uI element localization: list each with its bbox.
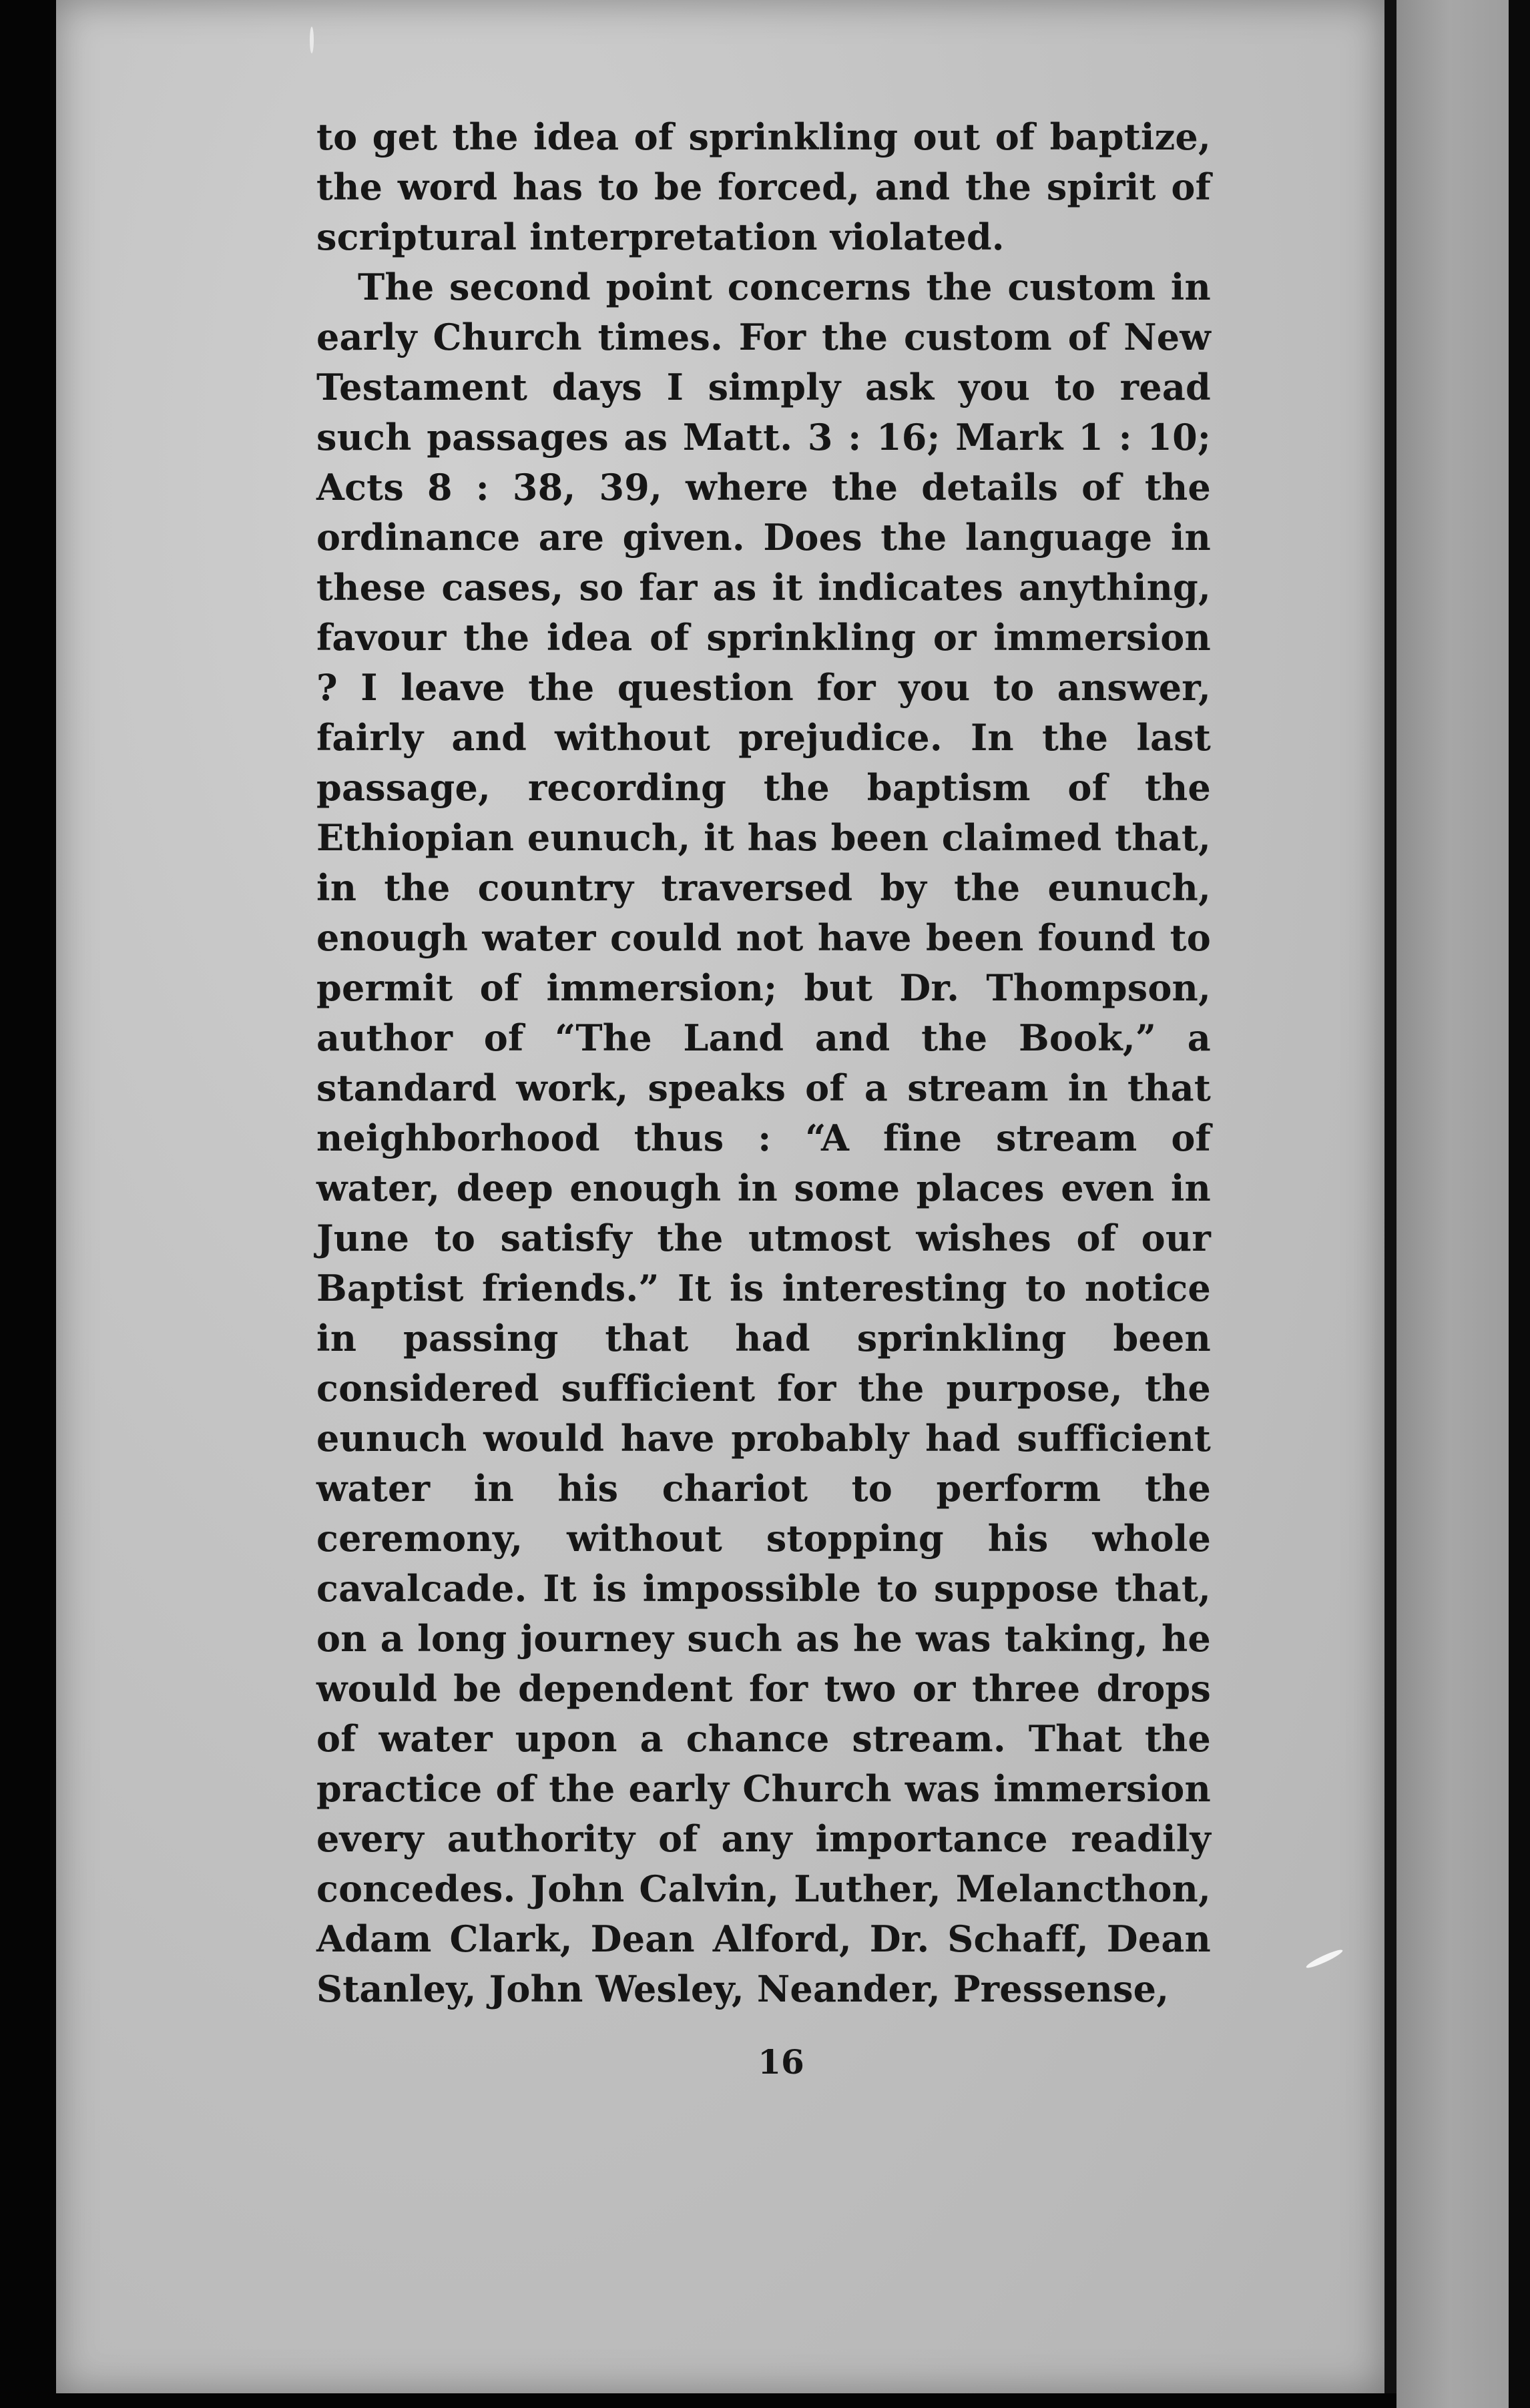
paper-speck: [1305, 1947, 1344, 1970]
paragraph: The second point concerns the custom in early Church times. For the custom of New Testament days I simply ask you to read such passages as Matt. 3 : 16; Mark 1 : 10; Acts 8 : 38, 39, where the details of the ordinance are given. Does the language in these cases, so far as it indicates anything, favour the idea of sprinkling or immersion ? I leave the question for you to answer, fairly and without prejudice. In the last passage, recording the baptism of the Ethiopian eunuch, it has been claimed that, in the country traversed by the eunuch, enough water could not have been found to permit of immersion; but Dr. Thompson, author of “The Land and the Book,” a standard work, speaks of a stream in that neighborhood thus : “A fine stream of water, deep enough in some places even in June to satisfy the utmost wishes of our Baptist friends.” It is interesting to notice in passing that had sprinkling been considered sufficient for the purpose, the eunuch would have probably had sufficient water in his chariot to perform the ceremony, without stopping his whole cavalcade. It is impossible to suppose that, on a long journey such as he was taking, he would be dependent for two or three drops of water upon a chance stream. That the practice of the early Church was immersion every authority of any importance readily concedes. John Calvin, Luther, Melancthon, Adam Clark, Dean Alford, Dr. Schaff, Dean Stanley, John Wesley, Neander, Pressense,: [316, 266, 1211, 2010]
body-text: [316, 112, 1211, 2014]
paper-speck: [310, 27, 314, 53]
page-number: 16: [758, 2042, 804, 2082]
paragraph: to get the idea of sprinkling out of baptize, the word has to be forced, and the spirit of scriptural interpretation violated.: [316, 115, 1211, 258]
scan-border: [1509, 0, 1530, 2408]
page-edge-shadow: [1384, 0, 1396, 2393]
